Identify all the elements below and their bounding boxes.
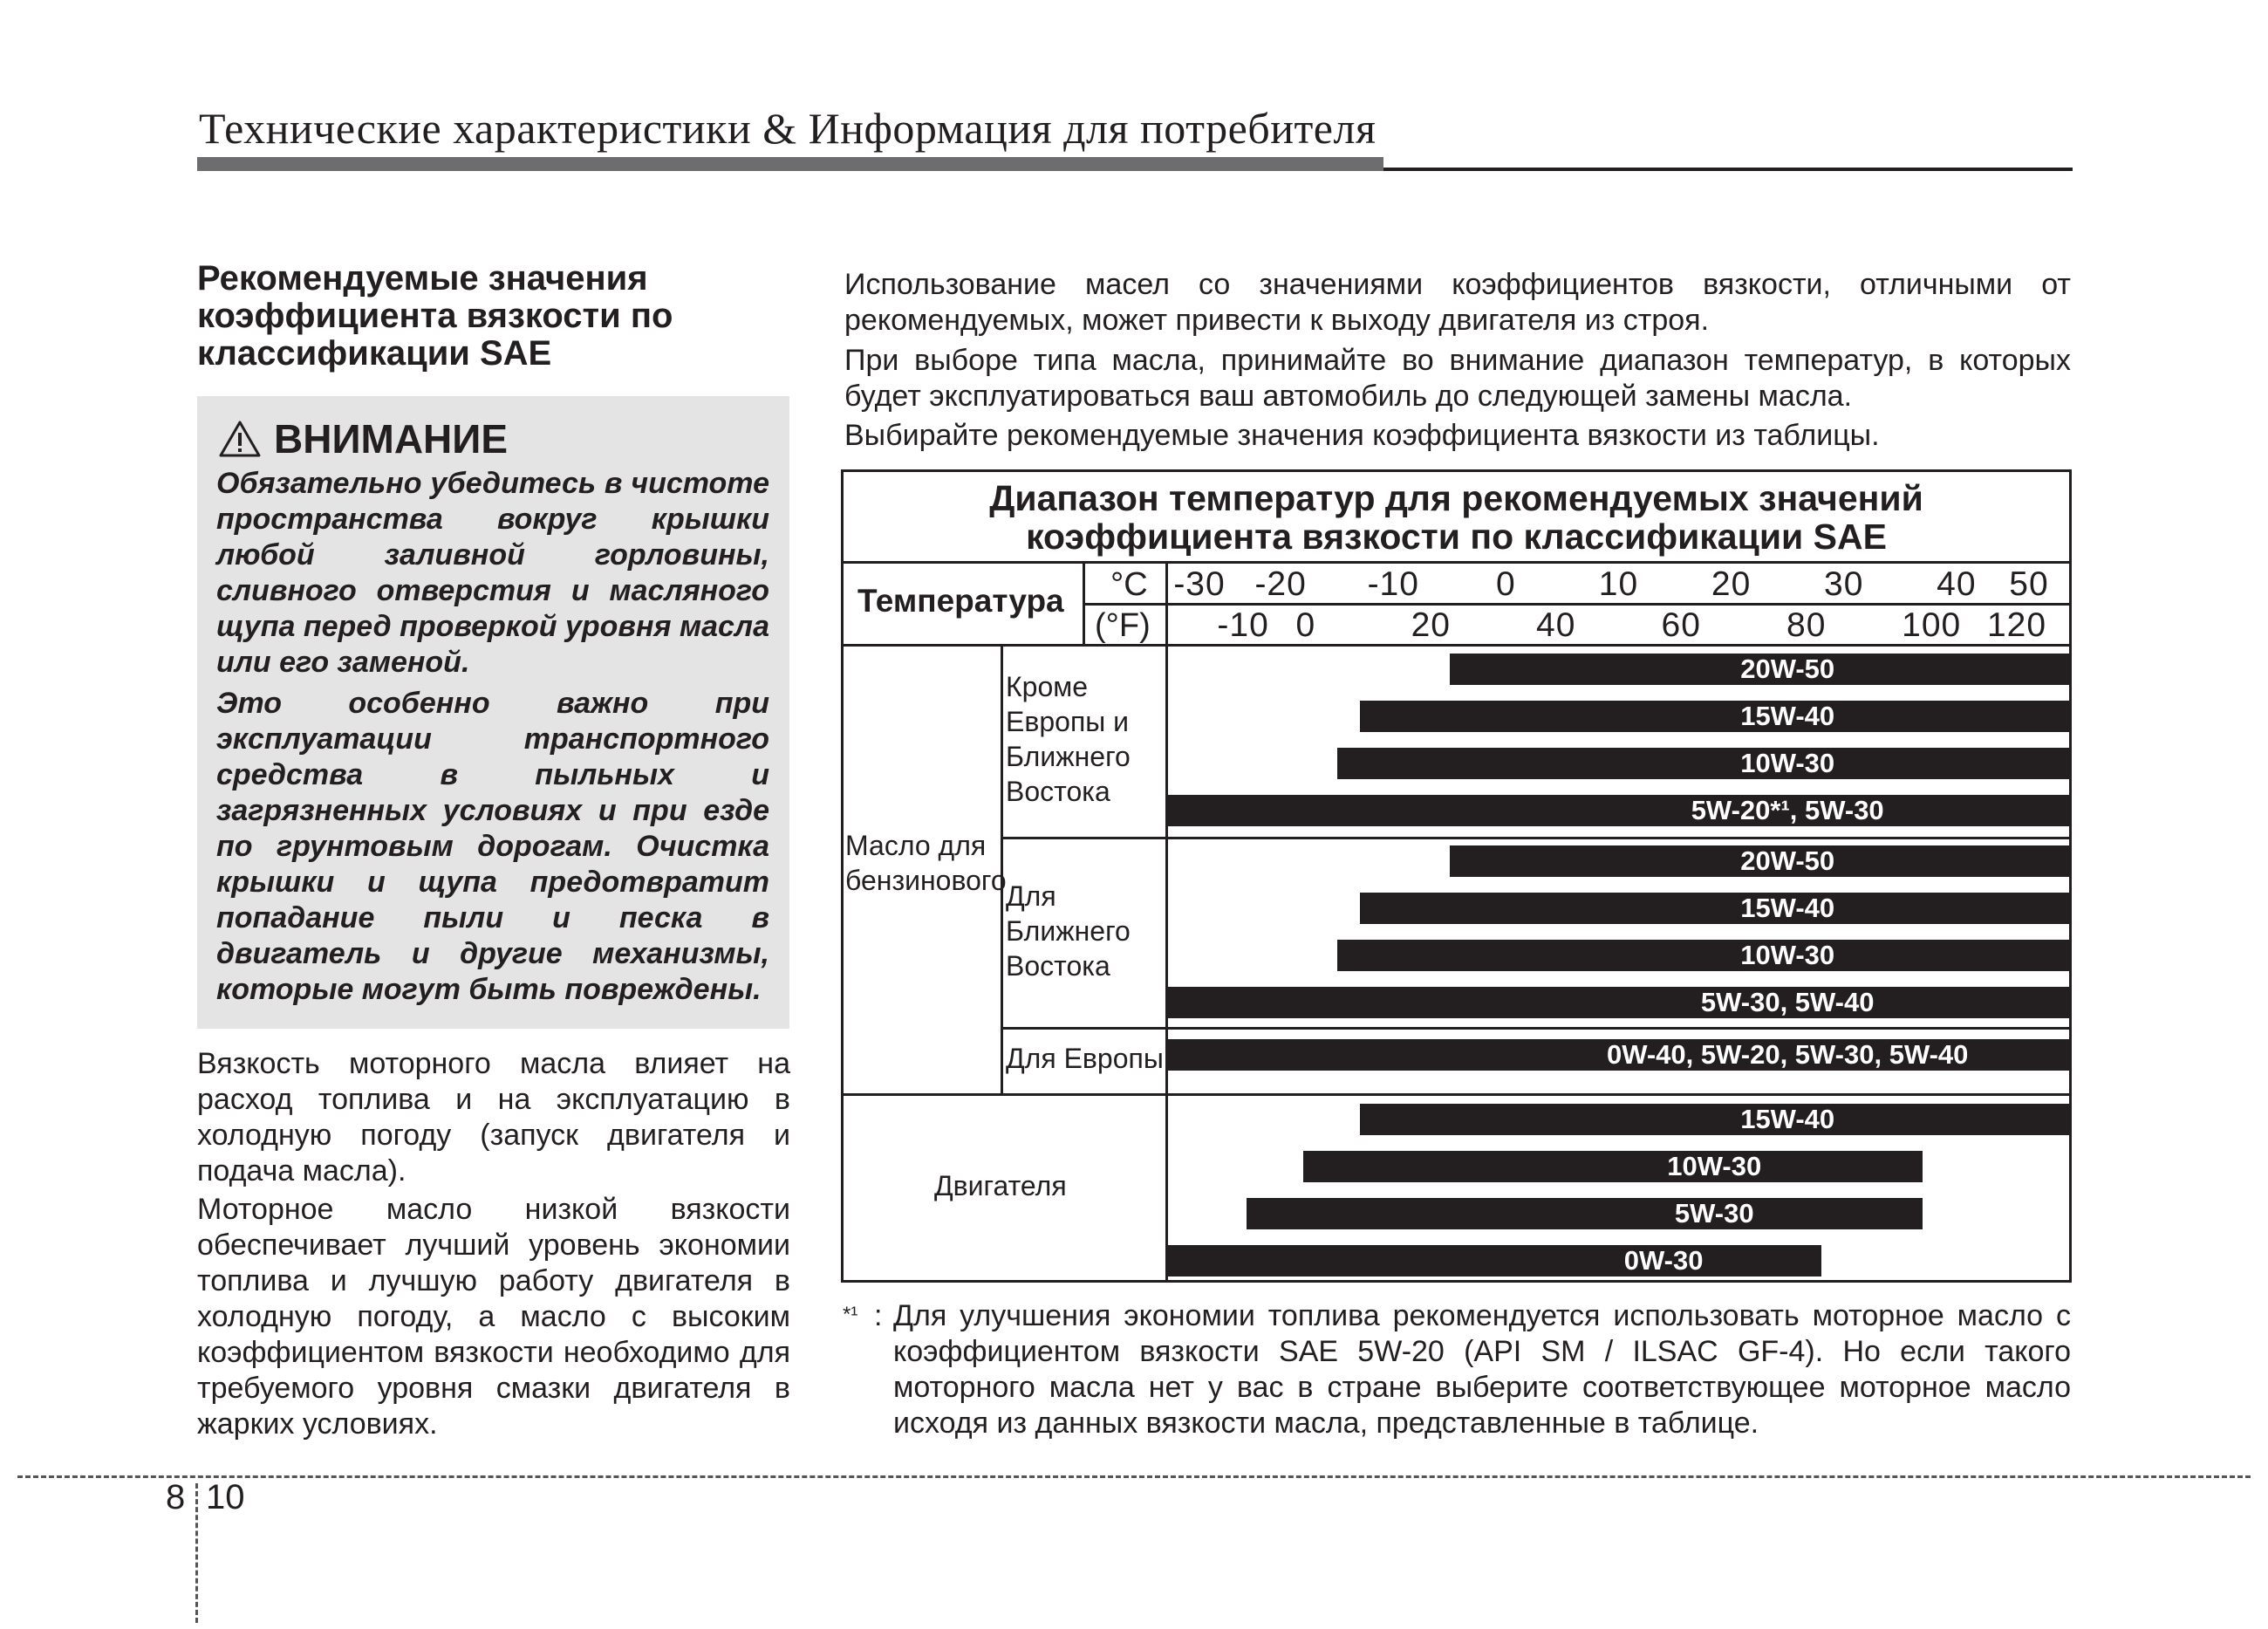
page-number: 10 <box>206 1478 245 1516</box>
viscosity-bar <box>1168 1245 1821 1277</box>
right-paragraph-2: При выборе типа масла, принимайте во внимание диапазон температур, в которых будет эксплуатироваться ваш автомобиль до следующей замены масла. <box>844 344 2071 413</box>
unit-celsius: °C <box>1110 566 1148 603</box>
subgroup-label-line: Ближнего <box>1006 741 1131 772</box>
header-rule-thick <box>197 157 1383 171</box>
scale-divider <box>1083 603 2069 606</box>
viscosity-bar <box>1450 654 2069 685</box>
section-title-line: классификации SAE <box>197 334 552 373</box>
right-paragraph-3: Выбирайте рекомендуемые значения коэффициента вязкости из таблицы. <box>844 419 1880 452</box>
section-title-line: коэффициента вязкости по <box>197 297 673 335</box>
viscosity-bar <box>1337 940 2069 971</box>
header-rule-thin <box>1383 168 2073 171</box>
group-label-engine: Двигателя <box>934 1170 1067 1201</box>
fahrenheit-tick-label: 20 <box>1411 606 1451 644</box>
chart-title-line: коэффициента вязкости по классификации SAE <box>1026 517 1887 557</box>
section-title-line: Рекомендуемые значения <box>197 259 648 298</box>
viscosity-bar-label: 0W-40, 5W-20, 5W-30, 5W-40 <box>1606 1039 1969 1070</box>
subgroup-label-line: Европы и <box>1006 706 1130 737</box>
fahrenheit-tick-label: 60 <box>1661 606 1701 644</box>
celsius-tick-label: 30 <box>1824 565 1864 603</box>
viscosity-bar-label: 5W-30 <box>1674 1198 1754 1229</box>
viscosity-bar <box>1303 1151 1923 1182</box>
viscosity-bar <box>1168 1039 2069 1071</box>
viscosity-bar <box>1450 845 2069 877</box>
chapter-number: 8 <box>166 1478 186 1516</box>
fahrenheit-tick-label: 40 <box>1536 606 1576 644</box>
subgroup-label-line: Для <box>1006 880 1056 912</box>
celsius-tick-label: 10 <box>1598 565 1639 603</box>
viscosity-bar-label: 10W-30 <box>1740 748 1835 778</box>
footer-dashed-rule <box>17 1475 2251 1478</box>
temperature-label: Температура <box>857 583 1064 619</box>
viscosity-bar-label: 10W-30 <box>1740 940 1835 970</box>
fahrenheit-tick-label: -10 <box>1217 606 1269 644</box>
chart-title <box>844 479 2069 556</box>
warning-triangle-icon <box>218 420 262 458</box>
viscosity-bar-label: 15W-40 <box>1740 1104 1835 1134</box>
warning-paragraph-2: Это особенно важно при эксплуатации транспортного средства в пыльных и загрязненных условиях и при езде по грунтовым дорогам. Очистка крышки и щупа предотвратит попадание пыли и песка в двигатель и другие механизмы, которые могут быть повреждены. <box>216 687 769 1006</box>
subgroup-divider-1 <box>1001 837 2069 839</box>
subgroup-label-middle-east <box>1006 879 1131 983</box>
footnote-marker: *¹ <box>843 1303 858 1326</box>
celsius-tick-label: -10 <box>1367 565 1419 603</box>
viscosity-bar-label: 15W-40 <box>1740 701 1835 731</box>
unit-divider <box>1083 561 1085 646</box>
subgroup-label-line: Востока <box>1006 776 1110 807</box>
warning-paragraph-1: Обязательно убедитесь в чистоте пространства вокруг крышки любой заливной горловины, сливного отверстия и масляного щупа перед проверкой уровня масла или его заменой. <box>216 467 769 679</box>
viscosity-bar-label: 5W-20*¹, 5W-30 <box>1691 795 1884 825</box>
label-column-divider <box>1165 561 1168 1280</box>
viscosity-bar <box>1360 701 2069 732</box>
viscosity-bar <box>1168 987 2069 1018</box>
footnote-separator: : <box>874 1299 883 1332</box>
group-label-gasoline <box>845 828 1007 898</box>
viscosity-bar <box>1360 893 2069 924</box>
body-paragraph-low-viscosity: Моторное масло низкой вязкости обеспечивает лучший уровень экономии топлива и лучшую работу двигателя в холодную погоду, а масло с высоким коэффициентом вязкости необходимо для требуемого уровня смазки двигателя в жарких условиях. <box>197 1193 790 1441</box>
celsius-tick-label: 20 <box>1711 565 1752 603</box>
viscosity-bar <box>1247 1198 1923 1229</box>
subgroup-divider-2 <box>1001 1027 2069 1030</box>
chart-title-line: Диапазон температур для рекомендуемых значений <box>989 478 1923 518</box>
celsius-tick-label: -20 <box>1254 565 1307 603</box>
header-divider <box>844 644 2069 647</box>
section-title <box>197 260 790 373</box>
group-divider <box>844 1093 2069 1096</box>
subgroup-label-line: Ближнего <box>1006 915 1131 947</box>
subgroup-label-europe: Для Европы <box>1006 1043 1164 1074</box>
warning-heading-text: ВНИМАНИЕ <box>274 416 509 462</box>
viscosity-bar-label: 5W-30, 5W-40 <box>1700 987 1875 1017</box>
viscosity-bar-label: 15W-40 <box>1740 893 1835 923</box>
fahrenheit-tick-label: 80 <box>1786 606 1827 644</box>
unit-fahrenheit: (°F) <box>1095 607 1151 644</box>
body-paragraph-viscosity: Вязкость моторного масла влияет на расход топлива и на эксплуатацию в холодную погоду (запуск двигателя и подача масла). <box>197 1047 790 1188</box>
viscosity-bar-label: 20W-50 <box>1740 845 1835 876</box>
subgroup-label-line: Востока <box>1006 950 1110 982</box>
viscosity-chart-table <box>841 469 2072 1283</box>
viscosity-bar-label: 10W-30 <box>1667 1151 1762 1181</box>
viscosity-bar <box>1337 748 2069 779</box>
celsius-tick-label: 0 <box>1496 565 1516 603</box>
fahrenheit-tick-label: 0 <box>1295 606 1316 644</box>
subgroup-label-except-europe <box>1006 669 1131 809</box>
footnote-text: Для улучшения экономии топлива рекомендуется использовать моторное масло с коэффициентом вязкости SAE 5W-20 (API SM / ILSAC GF-4). Но если такого моторного масла нет у вас в стране выберите соответствующее моторное масло исходя из данных вязкости масла, представленные в таблице. <box>893 1299 2071 1440</box>
title-divider <box>844 561 2069 564</box>
running-header-title: Технические характеристики & Информация для потребителя <box>199 104 1377 153</box>
fahrenheit-tick-label: 100 <box>1902 606 1962 644</box>
warning-heading <box>218 415 508 462</box>
celsius-tick-label: 40 <box>1937 565 1977 603</box>
right-paragraph-1: Использование масел со значениями коэффициентов вязкости, отличными от рекомендуемых, может привести к выходу двигателя из строя. <box>844 268 2071 337</box>
subgroup-label-line: Кроме <box>1006 671 1089 702</box>
viscosity-bar <box>1168 795 2069 826</box>
viscosity-bar-label: 20W-50 <box>1740 654 1835 684</box>
footer-dashed-divider <box>195 1483 198 1623</box>
viscosity-bar-label: 0W-30 <box>1623 1245 1704 1276</box>
viscosity-bar <box>1360 1104 2069 1135</box>
celsius-tick-label: 50 <box>2009 565 2049 603</box>
group-label-line: Масло для <box>845 830 987 861</box>
group-label-line: бензинового <box>845 865 1007 896</box>
celsius-tick-label: -30 <box>1173 565 1226 603</box>
fahrenheit-tick-label: 120 <box>1986 606 2047 644</box>
